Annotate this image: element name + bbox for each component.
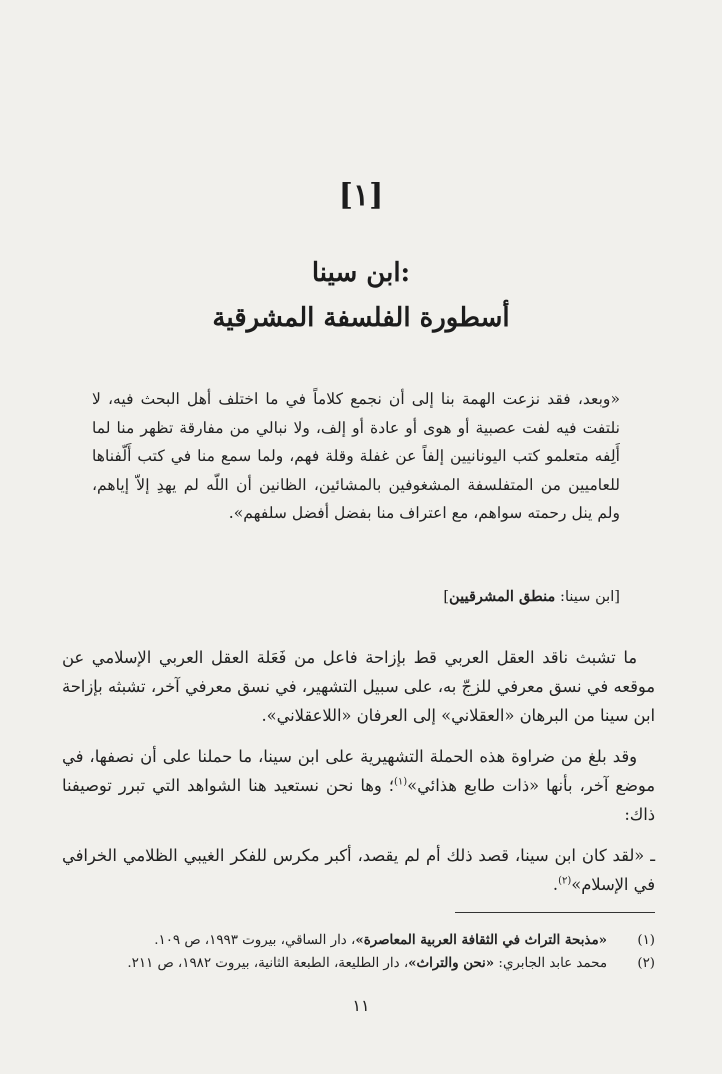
epigraph-quote — [92, 385, 620, 528]
paragraph-3 — [62, 841, 655, 899]
footnote-number: (١) — [637, 933, 655, 948]
chapter-number: [١] — [338, 178, 384, 213]
paragraph-2-text-a: وقد بلغ من ضراوة هذه الحملة التشهيرية على ابن سينا، ما حملنا على أن نصفها، في موضع آخر، بأنها «ذات طابع هذائي» — [62, 747, 655, 795]
source-suffix: ] — [443, 588, 450, 605]
paragraph-2 — [62, 742, 655, 829]
source-prefix: [ابن سينا: — [555, 588, 620, 605]
epigraph-text: «وبعد، فقد نزعت الهمة بنا إلى أن نجمع كلاماً في ما اختلف أهل البحث فيه، لا نلتفت فيه لفت عصبية أو هوى أو عادة أو إلف، ولا نبالي من مفارقة تظهر منا لما أَلِفه متعلمو كتب اليونانيين إلفاً عن غفلة وقلة فهم، ولما سمع منا في كتب أَلّفناها للعاميين من المتفلسفة المشغوفين بالمشائين، الظانين أن اللّه لم يهدِ إلاّ إياهم، ولم ينل رحمته سواهم، مع اعتراف منا بفضل أفضل سلفهم». — [92, 390, 620, 523]
footnote-ref-1[interactable]: (١) — [393, 776, 408, 788]
footnote-text — [62, 929, 607, 952]
paragraph-3-text-b: . — [552, 875, 559, 894]
source-title: منطق المشرقيين — [449, 588, 556, 605]
footnote-ref-2[interactable]: (٢) — [558, 875, 572, 887]
footnote-prefix: محمد عابد الجابري: — [494, 956, 607, 971]
body-text — [62, 643, 655, 911]
epigraph-source — [92, 588, 620, 605]
footnote-divider — [455, 912, 655, 913]
paragraph-3-text-a: ـ «لقد كان ابن سينا، قصد ذلك أم لم يقصد، أكبر مكرس للفكر الغيبي الظلامي الخرافي في الإسلام» — [62, 846, 655, 894]
footnotes — [62, 929, 655, 975]
footnote-rest: ، دار الطليعة، الطبعة الثانية، بيروت ١٩٨٢، ص ٢١١. — [127, 956, 409, 971]
footnote-2 — [62, 952, 655, 975]
footnote-title: «نحن والتراث» — [408, 955, 495, 971]
footnote-number: (٢) — [637, 956, 655, 971]
footnote-1 — [62, 929, 655, 952]
page-number: ١١ — [352, 996, 370, 1015]
chapter-title-line2: أسطورة الفلسفة المشرقية — [212, 303, 510, 333]
paragraph-1: ما تشبث ناقد العقل العربي قط بإزاحة فاعل من فَعَلة العقل العربي الإسلامي عن موقعه في نسق معرفي للزجّ به، على سبيل التشهير، في نسق معرفي آخر، تشبثه بإزاحة ابن سينا من البرهان «العقلاني» إلى العرفان «اللاعقلاني». — [62, 648, 655, 725]
footnote-text — [62, 952, 607, 975]
footnote-rest: ، دار الساقي، بيروت ١٩٩٣، ص ١٠٩. — [154, 933, 356, 948]
footnote-title: «مذبحة التراث في الثقافة العربية المعاصرة» — [355, 932, 607, 948]
paragraph-2-text-b: ؛ وها نحن نستعيد هنا الشواهد التي تبرر توصيفنا ذاك: — [62, 776, 655, 824]
chapter-title-line1: ابن سينا: — [311, 258, 411, 288]
